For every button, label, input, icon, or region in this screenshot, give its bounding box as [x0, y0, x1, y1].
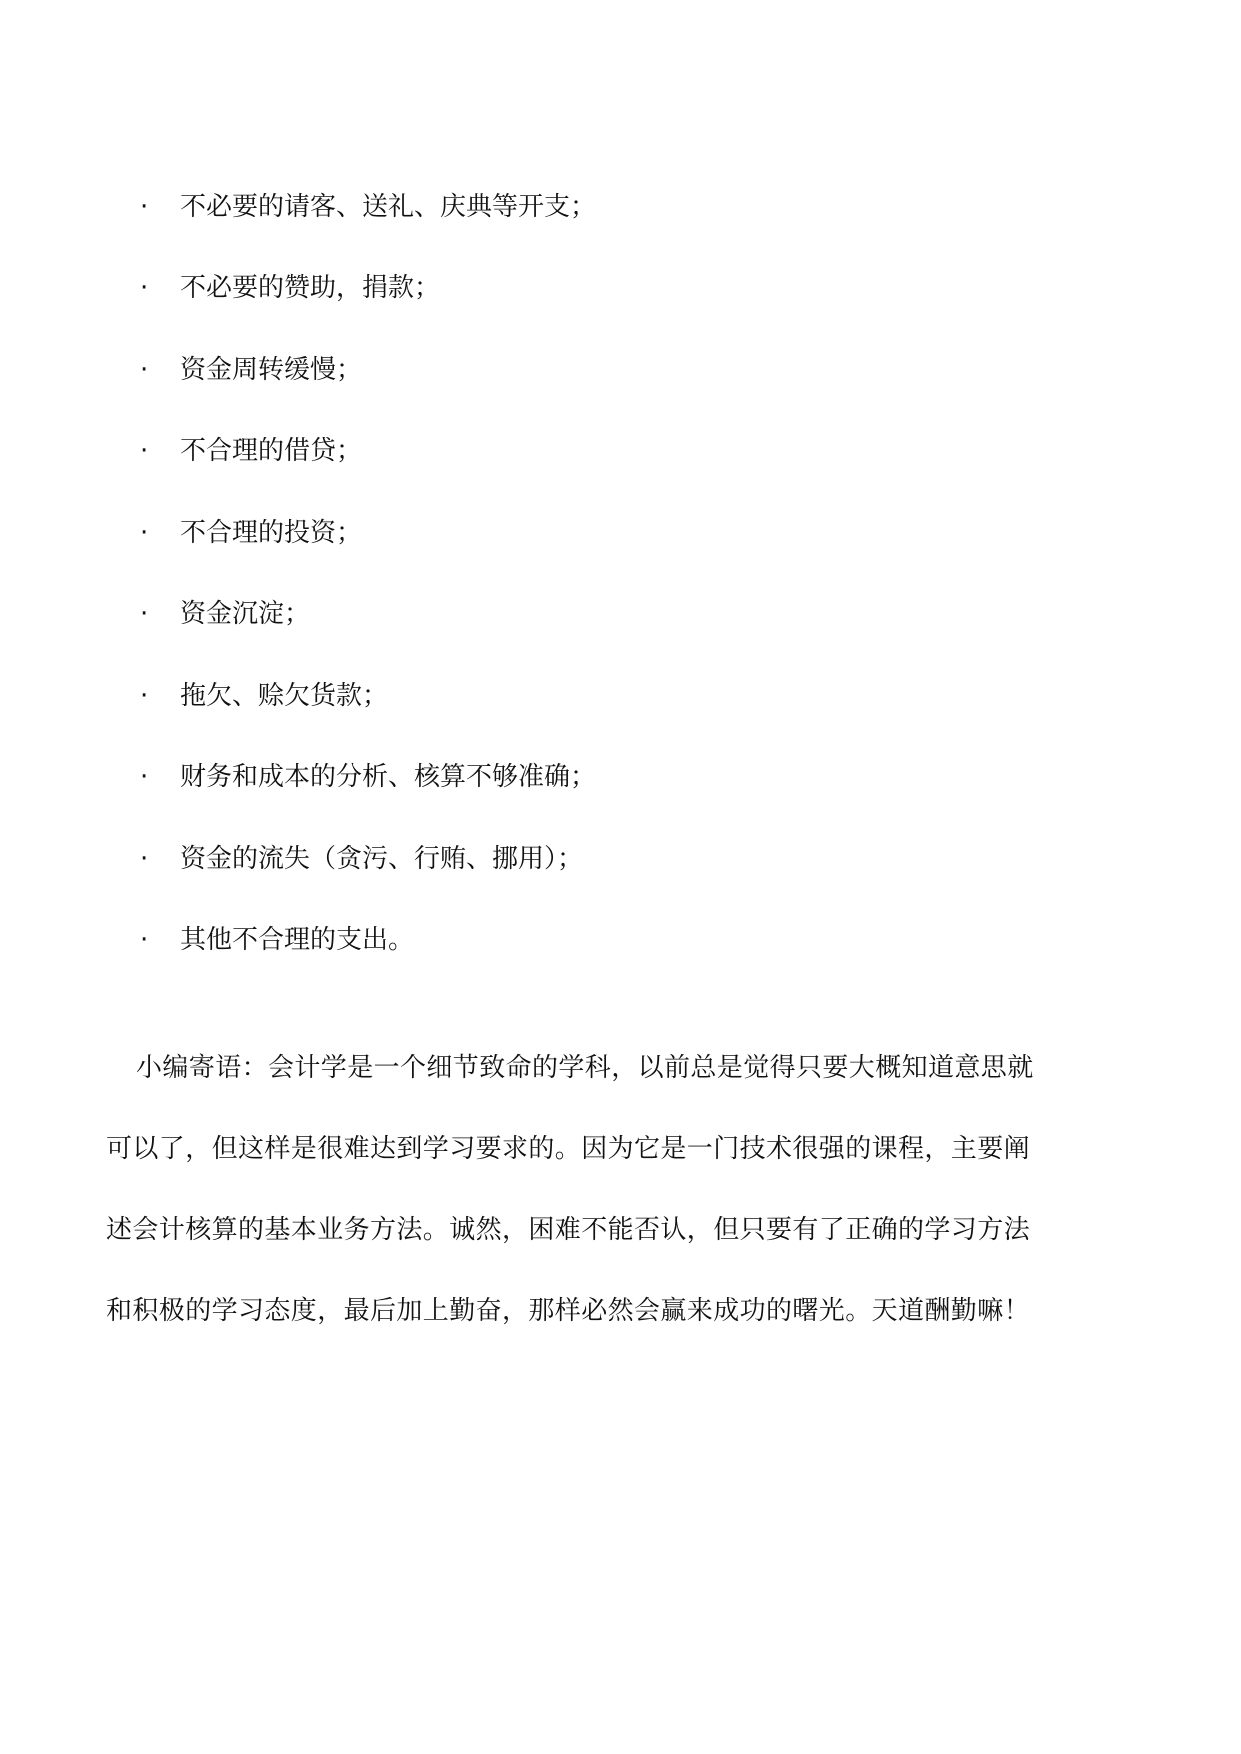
list-item: [140, 166, 1140, 248]
list-item: [140, 818, 1140, 900]
bullet-icon: ·: [140, 517, 149, 548]
bullet-icon: ·: [140, 762, 149, 793]
editor-note-line: 述会计核算的基本业务方法。诚然，困难不能否认，但只要有了正确的学习方法: [106, 1215, 1031, 1245]
list-item-text: 不合理的投资；: [180, 517, 363, 548]
list-item: [140, 574, 1140, 656]
list-item-text: 财务和成本的分析、核算不够准确；: [180, 762, 597, 793]
list-item-text: 其他不合理的支出。: [180, 925, 415, 956]
bullet-icon: ·: [140, 843, 149, 874]
list-item-text: 不必要的请客、送礼、庆典等开支；: [180, 191, 597, 222]
list-item: [140, 329, 1140, 411]
list-item-text: 资金的流失（贪污、行贿、挪用）；: [180, 843, 584, 874]
bullet-icon: ·: [140, 354, 149, 385]
list-item: [140, 411, 1140, 493]
list-item-text: 拖欠、赊欠货款；: [180, 680, 389, 711]
list-item-text: 不合理的借贷；: [180, 436, 363, 467]
bullet-icon: ·: [140, 599, 149, 630]
list-item: [140, 655, 1140, 737]
bullet-icon: ·: [140, 680, 149, 711]
list-item: [140, 737, 1140, 819]
expense-bullet-list: [140, 166, 1140, 981]
list-item: [140, 900, 1140, 982]
bullet-icon: ·: [140, 191, 149, 222]
list-item: [140, 248, 1140, 330]
editor-note-line: 小编寄语：会计学是一个细节致命的学科，以前总是觉得只要大概知道意思就: [136, 1053, 1034, 1083]
editor-note-line: 可以了，但这样是很难达到学习要求的。因为它是一门技术很强的课程，主要阐: [106, 1134, 1031, 1164]
bullet-icon: ·: [140, 925, 149, 956]
list-item-text: 资金沉淀；: [180, 599, 311, 630]
editor-note-paragraph: [106, 1048, 1136, 1372]
list-item-text: 资金周转缓慢；: [180, 354, 363, 385]
bullet-icon: ·: [140, 273, 149, 304]
bullet-icon: ·: [140, 436, 149, 467]
editor-note-line: 和积极的学习态度，最后加上勤奋，那样必然会赢来成功的曙光。天道酬勤嘛！: [106, 1296, 1031, 1326]
list-item: [140, 492, 1140, 574]
list-item-text: 不必要的赞助，捐款；: [180, 273, 441, 304]
